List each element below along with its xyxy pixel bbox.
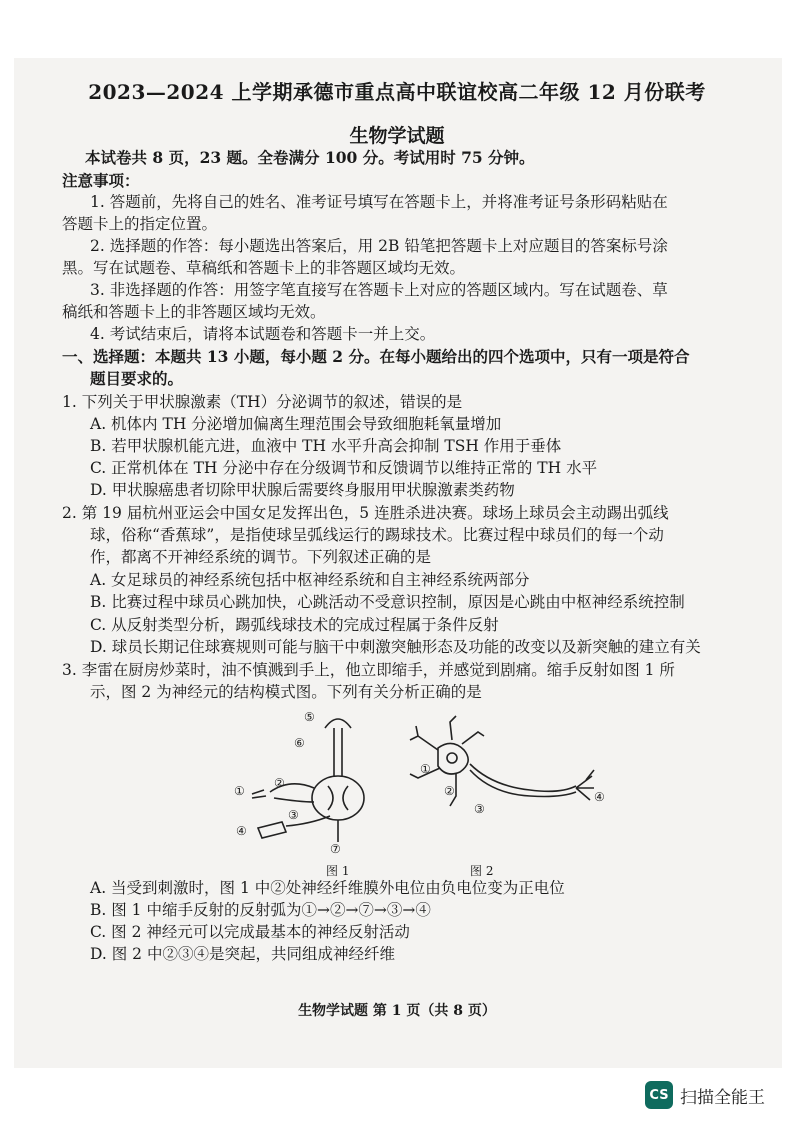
figure-2-caption: 图 2 [470,864,494,878]
question-2-option-b: B. 比赛过程中球员心跳加快，心跳活动不受意识控制，原因是心跳由中枢神经系统控制 [90,593,685,611]
question-1-option-a: A. 机体内 TH 分泌增加偏离生理范围会导致细胞耗氧量增加 [90,415,502,433]
question-3-option-d: D. 图 2 中②③④是突起，共同组成神经纤维 [90,945,395,963]
question-2-option-d: D. 球员长期记住球赛规则可能与脑干中刺激突触形态及功能的改变以及新突触的建立有关 [90,638,701,656]
fig2-mark: ③ [474,802,485,816]
question-1-option-b: B. 若甲状腺机能亢进，血液中 TH 水平升高会抑制 TSH 作用于垂体 [90,437,562,455]
figure-1-reflex-arc [230,706,610,878]
fig2-mark: ① [420,762,431,776]
question-2-stem: 2. 第 19 届杭州亚运会中国女足发挥出色，5 连胜杀进决赛。球场上球员会主动踢出弧线 [62,504,669,522]
notes-line: 2. 选择题的作答：每小题选出答案后，用 2B 铅笔把答题卡上对应题目的答案标号涂 [90,237,668,255]
camscanner-label: 扫描全能王 [680,1087,765,1108]
fig1-mark: ③ [288,808,299,822]
notes-line: 4. 考试结束后，请将本试题卷和答题卡一并上交。 [90,325,436,343]
figure-1-caption: 图 1 [326,864,350,878]
question-2-stem-cont: 球，俗称“香蕉球”，是指使球呈弧线运行的踢球技术。比赛过程中球员们的每一个动 [90,526,664,544]
question-3-option-c: C. 图 2 神经元可以完成最基本的神经反射活动 [90,923,410,941]
question-3-stem: 3. 李雷在厨房炒菜时，油不慎溅到手上，他立即缩手，并感觉到剧痛。缩手反射如图 1 所 [62,661,675,679]
camscanner-logo-icon: CS [645,1081,673,1109]
fig1-mark: ④ [236,824,247,838]
section-heading: 一、选择题：本题共 13 小题，每小题 2 分。在每小题给出的四个选项中，只有一项是符合 [62,347,690,366]
page-footer: 生物学试题 第 1 页（共 8 页） [298,1003,496,1019]
question-2-stem-cont: 作，都离不开神经系统的调节。下列叙述正确的是 [90,548,432,566]
notes-heading: 注意事项： [62,171,140,190]
subject-title: 生物学试题 [349,125,445,147]
notes-line: 1. 答题前，先将自己的姓名、准考证号填写在答题卡上，并将准考证号条形码粘贴在 [90,193,668,211]
fig1-mark: ⑤ [304,710,315,724]
camscanner-watermark [645,1080,765,1110]
question-1-option-c: C. 正常机体在 TH 分泌中存在分级调节和反馈调节以维持正常的 TH 水平 [90,459,598,477]
notes-line: 黑。写在试题卷、草稿纸和答题卡上的非答题区域均无效。 [62,259,466,277]
question-3-option-a: A. 当受到刺激时，图 1 中②处神经纤维膜外电位由负电位变为正电位 [90,879,565,897]
fig1-mark: ⑦ [330,842,341,856]
question-2-option-c: C. 从反射类型分析，踢弧线球技术的完成过程属于条件反射 [90,616,499,634]
fig1-mark: ⑥ [294,736,305,750]
question-3-stem-cont: 示，图 2 为神经元的结构模式图。下列有关分析正确的是 [90,683,482,701]
question-1-option-d: D. 甲状腺癌患者切除甲状腺后需要终身服用甲状腺激素类药物 [90,481,515,499]
figure-2-neuron [410,716,594,806]
question-2-option-a: A. 女足球员的神经系统包括中枢神经系统和自主神经系统两部分 [90,571,530,589]
notes-line: 3. 非选择题的作答：用签字笔直接写在答题卡上对应的答题区域内。写在试题卷、草 [90,281,668,299]
exam-info: 本试卷共 8 页，23 题。全卷满分 100 分。考试用时 75 分钟。 [85,148,535,167]
notes-line: 稿纸和答题卡上的非答题区域均无效。 [62,303,326,321]
notes-line: 答题卡上的指定位置。 [62,215,218,233]
question-1-stem: 1. 下列关于甲状腺激素（TH）分泌调节的叙述，错误的是 [62,393,463,411]
fig2-mark: ② [444,784,455,798]
fig1-mark: ② [274,776,285,790]
exam-title: 2023—2024 上学期承德市重点高中联谊校高二年级 12 月份联考 [88,80,706,104]
section-heading-cont: 题目要求的。 [90,369,184,388]
figures-area [230,706,610,878]
question-3-option-b: B. 图 1 中缩手反射的反射弧为①→②→⑦→③→④ [90,901,431,919]
fig1-mark: ① [234,784,245,798]
fig2-mark: ④ [594,790,605,804]
